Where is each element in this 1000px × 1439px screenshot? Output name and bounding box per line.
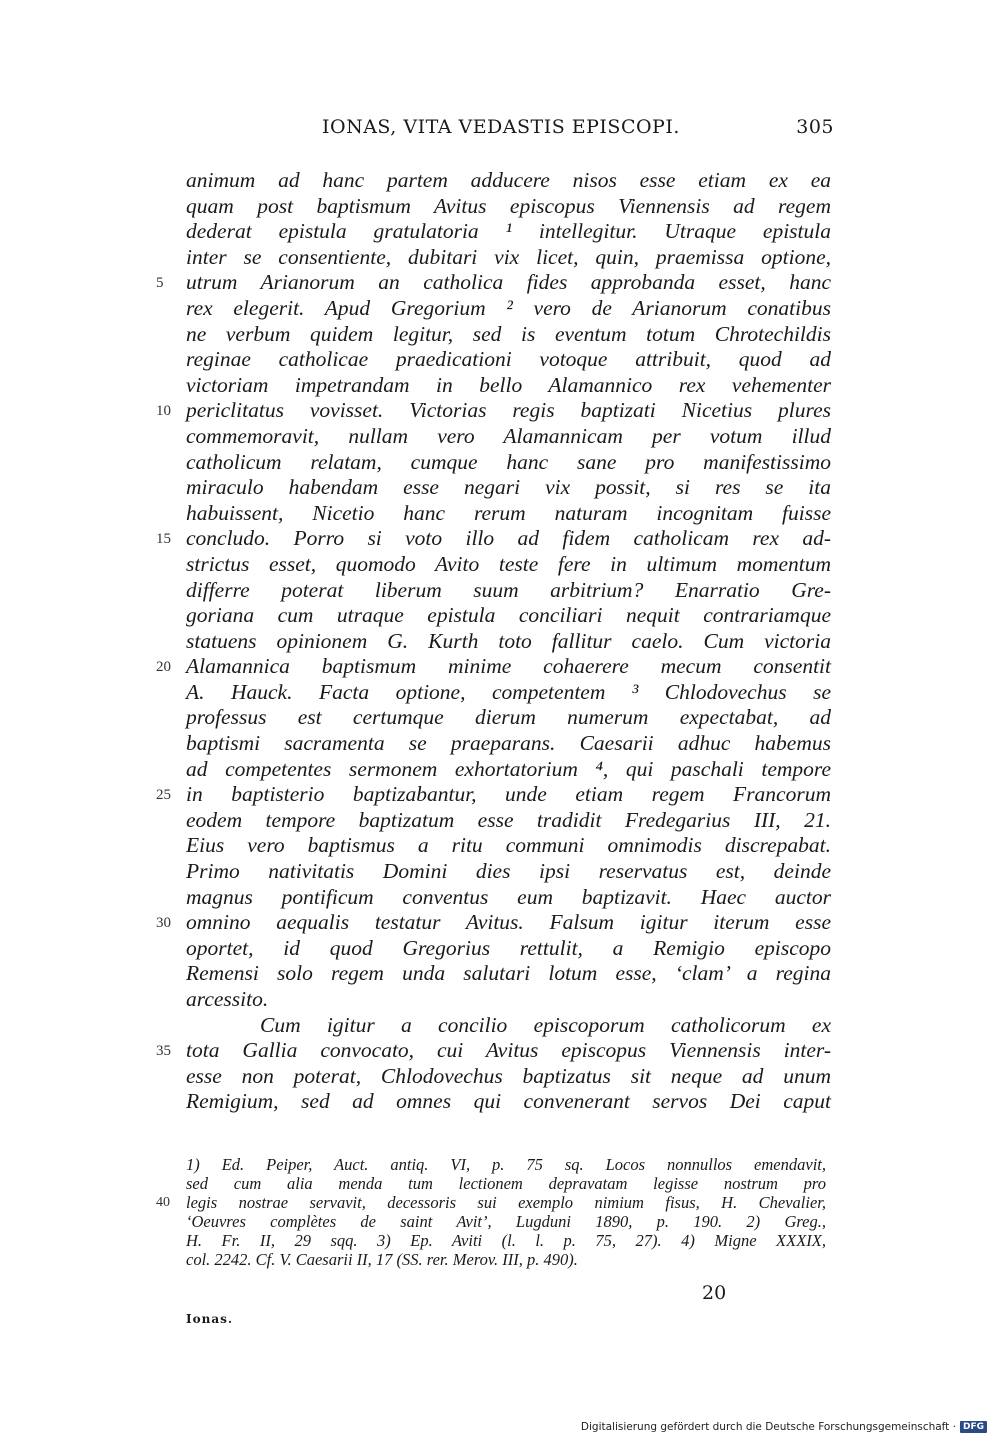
body-line	[186, 705, 831, 731]
body-line	[186, 987, 831, 1013]
body-line-text: periclitatus vovisset. Victorias regis baptizati Nicetius plures	[186, 398, 831, 423]
body-line-text: Cum igitur a concilio episcoporum catholicorum ex	[260, 1012, 831, 1037]
body-line	[186, 219, 831, 245]
body-line	[186, 501, 831, 527]
footnote-line	[186, 1155, 826, 1174]
body-line-text: professus est certumque dierum numerum expectabat, ad	[186, 705, 831, 730]
body-line-text: Primo nativitatis Domini dies ipsi reservatus est, deinde	[186, 859, 831, 884]
body-line	[156, 910, 831, 936]
footnote-line	[186, 1250, 826, 1269]
dfg-logo: DFG	[960, 1421, 987, 1433]
page-number: 305	[796, 116, 834, 138]
footnote-line-text: col. 2242. Cf. V. Caesarii II, 17 (SS. rer. Merov. III, p. 490).	[186, 1250, 578, 1269]
body-line-text: goriana cum utraque epistula conciliari nequit contrariamque	[186, 603, 831, 628]
running-header	[186, 116, 834, 140]
body-line	[156, 654, 831, 680]
body-line	[186, 194, 831, 220]
line-number: 15	[156, 531, 171, 548]
body-line-text: Alamannica baptismum minime cohaerere mecum consentit	[186, 654, 831, 679]
body-line	[186, 475, 831, 501]
line-number: 30	[156, 915, 171, 932]
body-line-text: differre poterat liberum suum arbitrium? Enarratio Gre-	[186, 577, 831, 602]
body-line	[186, 629, 831, 655]
body-line	[186, 833, 831, 859]
body-line	[186, 1013, 831, 1039]
body-line	[186, 961, 831, 987]
body-line	[186, 680, 831, 706]
line-number: 35	[156, 1043, 171, 1060]
footnote-line	[156, 1193, 826, 1212]
body-line	[186, 322, 831, 348]
body-line	[156, 398, 831, 424]
body-line-text: ne verbum quidem legitur, sed is eventum totum Chrotechildis	[186, 321, 831, 346]
body-line	[186, 552, 831, 578]
body-line-text: strictus esset, quomodo Avito teste fere in ultimum momentum	[186, 551, 831, 576]
body-line-text: miraculo habendam esse negari vix possit, si res se ita	[186, 475, 831, 500]
body-line-text: ad competentes sermonem exhortatorium ⁴, qui paschali tempore	[186, 756, 831, 781]
line-number: 20	[156, 659, 171, 676]
body-line-text: reginae catholicae praedicationi votoque attribuit, quod ad	[186, 347, 831, 372]
footnote-line-text: sed cum alia menda tum lectionem depravatam legisse nostrum pro	[186, 1174, 826, 1193]
running-title: IONAS, VITA VEDASTIS EPISCOPI.	[322, 116, 680, 138]
body-line	[186, 296, 831, 322]
signature-label: Ionas.	[186, 1312, 234, 1326]
body-line	[186, 757, 831, 783]
body-line	[186, 859, 831, 885]
body-text	[156, 168, 831, 1115]
line-number: 40	[156, 1195, 170, 1210]
funding-credit	[581, 1420, 987, 1434]
body-line-text: in baptisterio baptizabantur, unde etiam regem Francorum	[186, 782, 831, 807]
body-line-text: dederat epistula gratulatoria ¹ intellegitur. Utraque epistula	[186, 219, 831, 244]
body-line	[186, 1064, 831, 1090]
body-line-text: quam post baptismum Avitus episcopus Viennensis ad regem	[186, 193, 831, 218]
body-line-text: catholicum relatam, cumque hanc sane pro manifestissimo	[186, 449, 831, 474]
body-line-text: statuens opinionem G. Kurth toto fallitur caelo. Cum victoria	[186, 628, 831, 653]
body-line-text: Eius vero baptismus a ritu communi omnimodis discrepabat.	[186, 833, 831, 858]
footnotes	[156, 1155, 826, 1269]
body-line-text: arcessito.	[186, 987, 269, 1011]
body-line	[186, 885, 831, 911]
footnote-line	[186, 1212, 826, 1231]
body-line-text: omnino aequalis testatur Avitus. Falsum igitur iterum esse	[186, 910, 831, 935]
body-line	[186, 450, 831, 476]
body-line	[156, 1038, 831, 1064]
body-line-text: tota Gallia convocato, cui Avitus episcopus Viennensis inter-	[186, 1038, 831, 1063]
body-line-text: baptismi sacramenta se praeparans. Caesarii adhuc habemus	[186, 731, 831, 756]
body-line-text: Remensi solo regem unda salutari lotum esse, ‘clam’ a regina	[186, 961, 831, 986]
body-line	[156, 270, 831, 296]
body-line-text: animum ad hanc partem adducere nisos esse etiam ex ea	[186, 168, 831, 192]
body-line	[186, 808, 831, 834]
signature-number: 20	[702, 1282, 727, 1304]
body-line-text: commemoravit, nullam vero Alamannicam per votum illud	[186, 423, 831, 448]
body-line	[186, 373, 831, 399]
footnote-line-text: 1) Ed. Peiper, Auct. antiq. VI, p. 75 sq. Locos nonnullos emendavit,	[186, 1155, 826, 1174]
body-line-text: rex elegerit. Apud Gregorium ² vero de Arianorum conatibus	[186, 295, 831, 320]
body-line	[186, 731, 831, 757]
body-line-text: Remigium, sed ad omnes qui convenerant servos Dei caput	[186, 1089, 831, 1114]
body-line-text: oportet, id quod Gregorius rettulit, a Remigio episcopo	[186, 935, 831, 960]
body-line	[186, 1089, 831, 1115]
footnote-line	[186, 1231, 826, 1250]
line-number: 25	[156, 787, 171, 804]
body-line-text: A. Hauck. Facta optione, competentem ³ Chlodovechus se	[186, 679, 831, 704]
body-line	[186, 578, 831, 604]
footnote-line-text: legis nostrae servavit, decessoris sui exemplo nimium fisus, H. Chevalier,	[186, 1193, 826, 1212]
body-line	[186, 168, 831, 194]
body-line-text: magnus pontificum conventus eum baptizavit. Haec auctor	[186, 884, 831, 909]
body-line-text: victoriam impetrandam in bello Alamannico rex vehementer	[186, 372, 831, 397]
body-line	[186, 603, 831, 629]
body-line-text: eodem tempore baptizatum esse tradidit Fredegarius III, 21.	[186, 807, 831, 832]
footnote-line	[186, 1174, 826, 1193]
body-line	[186, 245, 831, 271]
line-number: 10	[156, 403, 171, 420]
funding-credit-text: Digitalisierung gefördert durch die Deutsche Forschungsgemeinschaft ·	[580, 1421, 956, 1433]
body-line	[186, 347, 831, 373]
body-line-text: habuissent, Nicetio hanc rerum naturam incognitam fuisse	[186, 500, 831, 525]
body-line	[186, 936, 831, 962]
body-line	[156, 782, 831, 808]
body-line-text: esse non poterat, Chlodovechus baptizatus sit neque ad unum	[186, 1063, 831, 1088]
body-line	[186, 424, 831, 450]
line-number: 5	[156, 275, 164, 292]
body-line-text: concludo. Porro si voto illo ad fidem catholicam rex ad-	[186, 526, 831, 551]
footnote-line-text: ‘Oeuvres complètes de saint Avit’, Lugduni 1890, p. 190. 2) Greg.,	[186, 1212, 826, 1231]
body-line-text: utrum Arianorum an catholica fides approbanda esset, hanc	[186, 270, 831, 295]
body-line-text: inter se consentiente, dubitari vix licet, quin, praemissa optione,	[186, 244, 831, 269]
body-line	[156, 526, 831, 552]
footnote-line-text: H. Fr. II, 29 sqq. 3) Ep. Aviti (l. l. p. 75, 27). 4) Migne XXXIX,	[186, 1231, 826, 1250]
